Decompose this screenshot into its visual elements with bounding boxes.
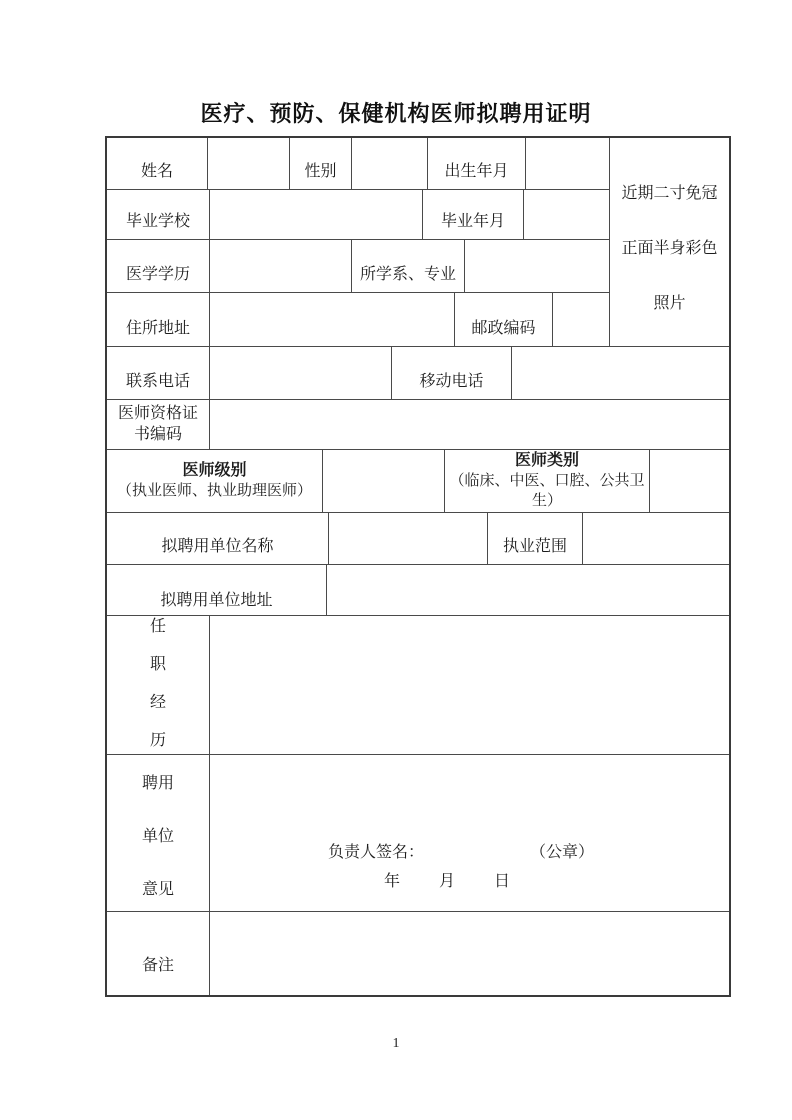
physician-level-title: 医师级别 [182, 461, 247, 479]
practice-scope-label: 执业范围 [488, 513, 583, 565]
employer-opinion-label-line1: 聘用 [141, 774, 174, 792]
physician-level-label [107, 450, 323, 513]
major-label: 所学系、专业 [352, 240, 465, 293]
physician-category-label [445, 450, 650, 513]
work-history-value-cell [210, 616, 729, 755]
postal-code-value-cell [553, 293, 610, 347]
photo-placeholder-cell [610, 138, 729, 347]
certificate-number-label [107, 400, 210, 450]
signer-label: 负责人签名： [328, 844, 425, 861]
remarks-value-cell [210, 912, 729, 995]
work-history-label-char4: 历 [149, 731, 166, 749]
certificate-number-value-cell [210, 400, 729, 450]
work-history-label-char1: 任 [149, 617, 166, 635]
photo-note-line3: 照片 [653, 294, 686, 312]
work-history-label [107, 616, 210, 755]
photo-note-line1: 近期二寸免冠 [621, 184, 718, 202]
gender-label: 性别 [290, 138, 352, 190]
date-day-label: 日 [494, 873, 511, 890]
signature-block [328, 843, 594, 891]
page-title: 医疗、预防、保健机构医师拟聘用证明 [200, 101, 592, 126]
birth-date-label: 出生年月 [428, 138, 526, 190]
photo-note-line2: 正面半身彩色 [621, 239, 718, 257]
education-value-cell [210, 240, 352, 293]
grad-date-value-cell [524, 190, 610, 240]
school-label: 毕业学校 [107, 190, 210, 240]
employer-opinion-label-line3: 意见 [141, 880, 174, 898]
major-value-cell [465, 240, 610, 293]
page-number: 1 [392, 1036, 400, 1051]
physician-category-subtitle: （临床、中医、口腔、公共卫生） [449, 472, 645, 509]
employer-opinion-label-line2: 单位 [141, 827, 174, 845]
phone-value-cell [210, 347, 392, 400]
grad-date-label: 毕业年月 [423, 190, 524, 240]
employer-opinion-label [107, 755, 210, 912]
physician-category-value-cell [650, 450, 729, 513]
date-year-label: 年 [384, 873, 401, 890]
employer-address-value-cell [327, 565, 729, 616]
gender-value-cell [352, 138, 428, 190]
education-label: 医学学历 [107, 240, 210, 293]
name-value-cell [208, 138, 290, 190]
address-label: 住所地址 [107, 293, 210, 347]
mobile-label: 移动电话 [392, 347, 512, 400]
remarks-label: 备注 [107, 912, 210, 995]
certificate-number-label-line2: 书编码 [133, 425, 182, 443]
date-month-label: 月 [439, 873, 456, 890]
employer-opinion-value-cell [210, 755, 729, 912]
employer-address-label: 拟聘用单位地址 [107, 565, 327, 616]
mobile-value-cell [512, 347, 729, 400]
address-value-cell [210, 293, 455, 347]
physician-employment-form-table [105, 136, 731, 997]
physician-level-value-cell [323, 450, 445, 513]
postal-code-label: 邮政编码 [455, 293, 553, 347]
phone-label: 联系电话 [107, 347, 210, 400]
employer-name-label: 拟聘用单位名称 [107, 513, 329, 565]
name-label: 姓名 [107, 138, 208, 190]
practice-scope-value-cell [583, 513, 729, 565]
physician-category-title: 医师类别 [514, 451, 579, 469]
work-history-label-char3: 经 [149, 693, 166, 711]
birth-date-value-cell [526, 138, 610, 190]
certificate-number-label-line1: 医师资格证 [117, 404, 198, 422]
school-value-cell [210, 190, 423, 240]
physician-level-subtitle: （执业医师、执业助理医师） [116, 482, 312, 499]
work-history-label-char2: 职 [149, 655, 166, 673]
employer-name-value-cell [329, 513, 488, 565]
official-seal-label: （公章） [529, 844, 594, 861]
